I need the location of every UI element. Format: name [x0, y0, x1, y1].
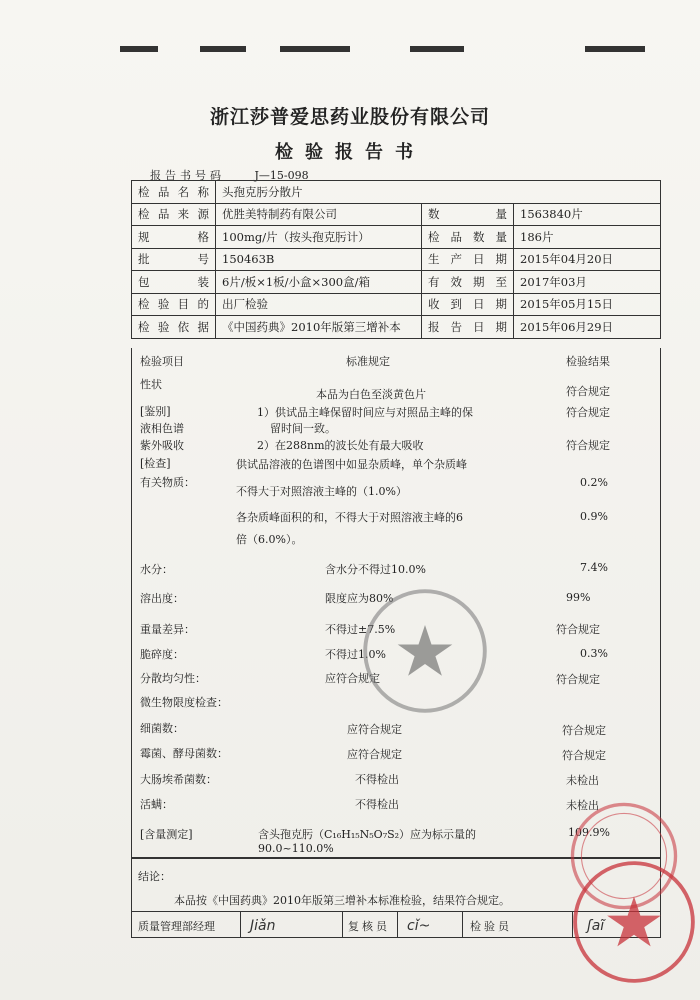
product-label: 检品名称: [132, 181, 216, 204]
conclusion-text: 本品按《中国药典》2010年版第三增补本标准检验，结果符合规定。: [174, 894, 510, 907]
divider: [397, 912, 398, 938]
std-related-1: 供试品溶液的色谱图中如显杂质峰，单个杂质峰: [236, 458, 467, 471]
item-identification: [鉴别]: [140, 405, 171, 418]
item-ecoli: 大肠埃希菌数：: [140, 773, 217, 786]
report-date-label: 报告日期: [422, 316, 514, 339]
received-label: 收到日期: [422, 293, 514, 316]
std-identification-1: 1）供试品主峰保留时间应与对照品主峰的保: [257, 406, 473, 419]
company-name: 浙江莎普爱思药业股份有限公司: [209, 106, 490, 128]
std-ecoli: 不得检出: [355, 773, 399, 786]
fax-noise: [120, 46, 158, 52]
spec-label: 规格: [132, 226, 216, 249]
res-identification-2: 符合规定: [566, 439, 610, 452]
divider: [342, 912, 343, 938]
reviewer-label: 复核员: [348, 920, 390, 933]
std-related-2: 不得大于对照溶液主峰的（1.0%）: [236, 485, 407, 498]
fax-noise: [280, 46, 350, 52]
item-microbial: 微生物限度检查：: [140, 696, 228, 709]
item-hplc: 液相色谱: [140, 422, 184, 435]
item-mold-yeast: 霉菌、酵母菌数：: [140, 747, 228, 760]
batch-label: 批号: [132, 248, 216, 271]
fax-noise: [410, 46, 464, 52]
inspector-label: 检验员: [470, 920, 512, 933]
item-uv: 紫外吸收: [140, 439, 184, 452]
std-assay-1: 含头孢克肟（C₁₆H₁₅N₅O₇S₂）应为标示量的: [258, 828, 477, 841]
mfg-date-label: 生产日期: [422, 248, 514, 271]
basis-value: 《中国药典》2010年版第三增补本: [216, 316, 422, 339]
std-friability: 不得过1.0%: [325, 648, 386, 661]
expiry-value: 2017年03月: [514, 271, 661, 294]
basis-label: 检验依据: [132, 316, 216, 339]
report-date-value: 2015年06月29日: [514, 316, 661, 339]
res-mites: 未检出: [566, 799, 599, 812]
item-dissolution: 溶出度：: [140, 592, 184, 605]
source-value: 优胜美特制药有限公司: [216, 203, 422, 226]
product-value: 头孢克肟分散片: [216, 181, 661, 204]
divider: [462, 912, 463, 938]
purpose-value: 出厂检验: [216, 293, 422, 316]
expiry-label: 有效期至: [422, 271, 514, 294]
document-title: 检验报告书: [275, 142, 425, 163]
info-table: [131, 180, 661, 339]
spec-value: 100mg/片（按头孢克肟计）: [216, 226, 422, 249]
item-assay: [含量测定]: [140, 828, 193, 841]
divider: [240, 912, 241, 938]
col-item-header: 检验项目: [140, 355, 184, 368]
conclusion-label: 结论：: [138, 870, 171, 883]
std-dispersion: 应符合规定: [325, 672, 380, 685]
res-dissolution: 99%: [566, 591, 591, 604]
source-label: 检品来源: [132, 203, 216, 226]
report-number-label: 报告书号码: [150, 169, 225, 182]
item-mites: 活螨：: [140, 798, 173, 811]
fax-noise: [585, 46, 645, 52]
col-standard-header: 标准规定: [346, 355, 390, 368]
item-inspection: [检查]: [140, 457, 171, 470]
fax-noise: [200, 46, 246, 52]
item-weight-variation: 重量差异：: [140, 623, 195, 636]
sample-qty-value: 186片: [514, 226, 661, 249]
received-value: 2015年05月15日: [514, 293, 661, 316]
quality-stamp-lower: [570, 858, 698, 986]
item-dispersion: 分散均匀性：: [140, 672, 206, 685]
std-water: 含水分不得过10.0%: [325, 563, 426, 576]
quantity-value: 1563840片: [514, 203, 661, 226]
std-bacteria: 应符合规定: [347, 723, 402, 736]
std-dissolution: 限度应为80%: [325, 592, 394, 605]
quantity-label: 数量: [422, 203, 514, 226]
qa-signature: Jiǎn: [250, 918, 276, 934]
std-related-4: 倍（6.0%）。: [236, 533, 303, 546]
res-bacteria: 符合规定: [562, 724, 606, 737]
report-number: J—15-098: [254, 169, 309, 182]
std-mites: 不得检出: [355, 798, 399, 811]
res-related-1: 0.2%: [580, 476, 608, 489]
inspector-signature: ʃaĩ: [587, 918, 605, 934]
item-related-substances: 有关物质：: [140, 476, 195, 489]
res-mold-yeast: 符合规定: [562, 749, 606, 762]
item-appearance: 性状: [140, 378, 162, 391]
std-weight-variation: 不得过±7.5%: [325, 623, 396, 636]
res-identification-1: 符合规定: [566, 406, 610, 419]
batch-value: 150463B: [216, 248, 422, 271]
col-result-header: 检验结果: [566, 355, 610, 368]
package-value: 6片/板×1板/小盒×300盒/箱: [216, 271, 422, 294]
res-appearance: 符合规定: [566, 385, 610, 398]
item-friability: 脆碎度：: [140, 648, 184, 661]
res-ecoli: 未检出: [566, 774, 599, 787]
company-seal-stamp: [360, 586, 490, 716]
std-related-3: 各杂质峰面积的和，不得大于对照溶液主峰的6: [236, 511, 463, 524]
res-water: 7.4%: [580, 561, 608, 574]
item-water: 水分：: [140, 563, 173, 576]
res-dispersion: 符合规定: [556, 673, 600, 686]
res-assay: 109.9%: [568, 826, 610, 839]
purpose-label: 检验目的: [132, 293, 216, 316]
sample-qty-label: 检品数量: [422, 226, 514, 249]
res-related-2: 0.9%: [580, 510, 608, 523]
std-assay-2: 90.0~110.0%: [258, 842, 334, 855]
res-friability: 0.3%: [580, 647, 608, 660]
package-label: 包装: [132, 271, 216, 294]
std-identification-1b: 留时间一致。: [270, 422, 336, 435]
mfg-date-value: 2015年04月20日: [514, 248, 661, 271]
std-mold-yeast: 应符合规定: [347, 748, 402, 761]
qa-manager-label: 质量管理部经理: [138, 920, 215, 933]
res-weight-variation: 符合规定: [556, 623, 600, 636]
reviewer-signature: cǐ~: [407, 918, 431, 934]
std-appearance: 本品为白色至淡黄色片: [316, 388, 426, 401]
std-identification-2: 2）在288nm的波长处有最大吸收: [257, 439, 424, 452]
item-bacteria: 细菌数：: [140, 722, 184, 735]
